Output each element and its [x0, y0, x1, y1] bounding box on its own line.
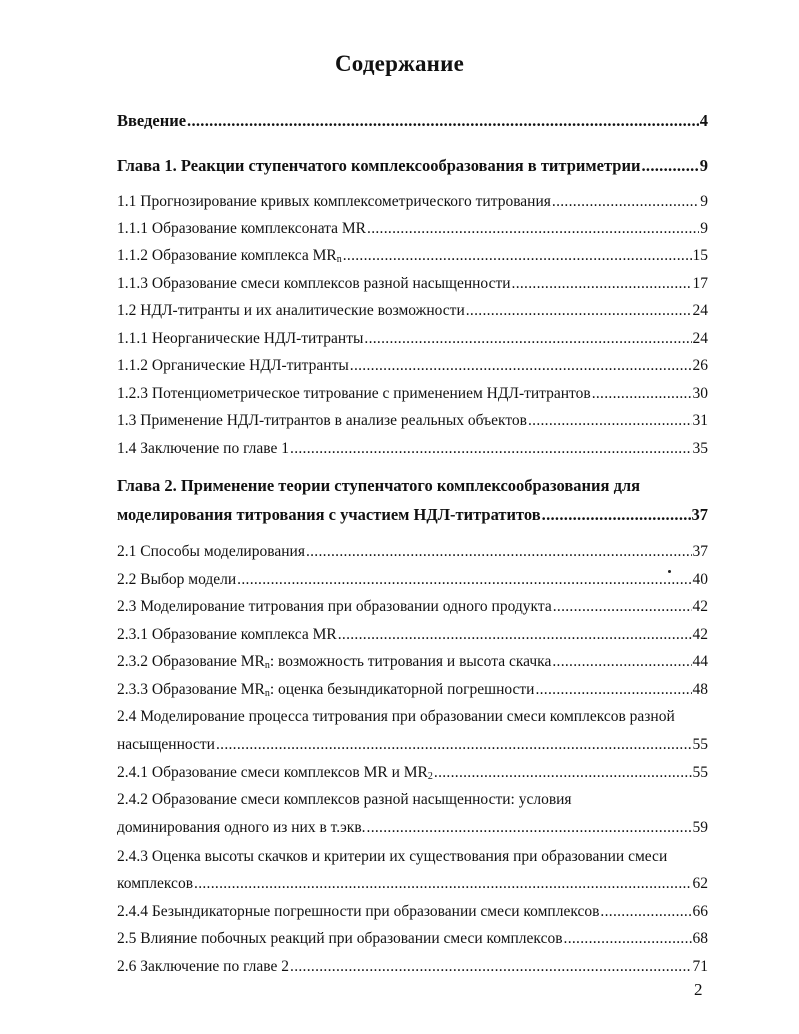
toc-page: 15 — [692, 247, 708, 264]
dot-leader — [640, 156, 698, 176]
toc-entry-1-1[interactable] — [117, 192, 708, 212]
toc-page: 26 — [692, 357, 708, 374]
toc-page: 42 — [692, 598, 708, 615]
toc-entry-2-2[interactable] — [117, 570, 708, 590]
scan-speck — [668, 570, 671, 573]
toc-entry-1-1-1[interactable] — [117, 219, 708, 239]
toc-entry-2-3-1[interactable] — [117, 625, 708, 645]
toc-entry-2-6[interactable] — [117, 957, 708, 977]
toc-page: 9 — [700, 193, 708, 210]
toc-entry-2-4-4[interactable] — [117, 902, 708, 922]
dot-leader — [193, 874, 691, 894]
toc-title: 1.3 Применение НДЛ-титрантов в анализе реальных объектов — [117, 412, 527, 429]
dot-leader — [511, 274, 692, 294]
toc-page: 24 — [692, 302, 708, 319]
toc-title: Глава 1. Реакции ступенчатого комплексообразования в титриметрии — [117, 156, 641, 175]
toc-title: 2.4.4 Безындикаторные погрешности при образовании смеси комплексов — [117, 903, 600, 920]
toc-entry-1-3[interactable] — [117, 411, 708, 431]
toc-entry-2-4-3[interactable] — [117, 874, 708, 894]
dot-leader — [366, 219, 699, 239]
dot-leader — [551, 192, 699, 212]
toc-entry-2-4[interactable] — [117, 735, 708, 755]
toc-entry-2-3-2[interactable] — [117, 652, 708, 672]
toc-title: 1.1 Прогнозирование кривых комплексометрического титрования — [117, 193, 551, 210]
toc-page: 68 — [692, 930, 708, 947]
dot-leader — [433, 763, 692, 783]
toc-page: 62 — [692, 875, 708, 892]
dot-leader — [186, 111, 699, 131]
dot-leader — [591, 384, 692, 404]
dot-leader — [534, 680, 691, 700]
toc-entry-intro[interactable] — [117, 111, 708, 131]
toc-title: 1.1.1 Образование комплексоната MR — [117, 220, 367, 237]
toc-title: 2.1 Способы моделирования — [117, 543, 305, 560]
dot-leader — [551, 652, 691, 672]
toc-title: 1.1.3 Образование смеси комплексов разной насыщенности — [117, 275, 511, 292]
toc-title: 2.3.2 Образование $MR_n$: возможность титрования и высота скачка — [117, 653, 552, 671]
dot-leader — [305, 542, 692, 562]
toc-entry-chapter-1[interactable] — [117, 156, 708, 176]
toc-title: 2.3.3 Образование $MR_n$: оценка безындикаторной погрешности — [117, 681, 535, 699]
toc-page: 30 — [692, 385, 708, 402]
toc-title: 2.6 Заключение по главе 2 — [117, 958, 290, 975]
toc-page: 31 — [692, 412, 708, 429]
toc-page: 35 — [692, 440, 708, 457]
dot-leader — [465, 301, 692, 321]
dot-leader — [289, 439, 691, 459]
toc-entry-2-4-2[interactable] — [117, 818, 708, 838]
dot-leader — [366, 818, 692, 838]
dot-leader — [349, 356, 692, 376]
toc-title: насыщенности — [117, 736, 215, 753]
dot-leader — [337, 625, 692, 645]
dot-leader — [215, 735, 692, 755]
page-title: Содержание — [335, 51, 464, 76]
toc-title: 1.1.2 Образование комплекса $MR_n$ — [117, 247, 342, 265]
toc-page: 37 — [692, 543, 708, 560]
toc-entry-1-1-2[interactable] — [117, 246, 708, 266]
toc-title: 2.3.1 Образование комплекса MR — [117, 626, 337, 643]
toc-entry-1-4[interactable] — [117, 439, 708, 459]
toc-title: комплексов — [117, 875, 194, 892]
toc-page: 55 — [692, 736, 708, 753]
toc-title: 1.1.2 Органические НДЛ-титранты — [117, 357, 349, 374]
toc-page: 24 — [692, 330, 708, 347]
toc-page: 48 — [692, 681, 708, 698]
toc-title: моделирования титрования с участием НДЛ-титратитов — [117, 505, 541, 524]
toc-title: 2.3 Моделирование титрования при образовании одного продукта — [117, 598, 552, 615]
toc-page: 17 — [692, 275, 708, 292]
toc-title: 2.2 Выбор модели — [117, 571, 237, 588]
toc-title: 1.2.3 Потенциометрическое титрование с применением НДЛ-титрантов — [117, 385, 591, 402]
toc-title: Введение — [117, 111, 187, 130]
dot-leader — [363, 329, 691, 349]
dot-leader — [527, 411, 692, 431]
toc-page: 40 — [692, 571, 708, 588]
toc-title: 1.4 Заключение по главе 1 — [117, 440, 290, 457]
toc-title: 2.4.1 Образование смеси комплексов MR и $MR_2$ — [117, 764, 433, 782]
toc-page: 59 — [692, 819, 708, 836]
dot-leader — [289, 957, 691, 977]
toc-entry-2-1[interactable] — [117, 542, 708, 562]
toc-entry-2-3[interactable] — [117, 597, 708, 617]
toc-page: 4 — [699, 111, 708, 130]
toc-page: 42 — [692, 626, 708, 643]
toc-page: 71 — [692, 958, 708, 975]
toc-entry-1-1-1b[interactable] — [117, 329, 708, 349]
toc-page: 9 — [700, 220, 708, 237]
toc-entry-1-2-3[interactable] — [117, 384, 708, 404]
toc-entry-2-3-3[interactable] — [117, 680, 708, 700]
dot-leader — [236, 570, 691, 590]
dot-leader — [342, 246, 692, 266]
toc-page: 9 — [699, 156, 708, 175]
toc-title: 2.5 Влияние побочных реакций при образовании смеси комплексов — [117, 930, 563, 947]
toc-page: 44 — [692, 653, 708, 670]
toc-entry-2-4-line-1[interactable]: 2.4 Моделирование процесса титрования при образовании смеси комплексов разной — [117, 708, 675, 725]
toc-page: 66 — [692, 903, 708, 920]
toc-entry-1-1-3[interactable] — [117, 274, 708, 294]
toc-title: доминирования одного из них в т.экв. — [117, 819, 366, 836]
dot-leader — [563, 929, 692, 949]
toc-entry-1-1-2b[interactable] — [117, 356, 708, 376]
toc-page: 55 — [692, 764, 708, 781]
toc-title: 1.1.1 Неорганические НДЛ-титранты — [117, 330, 364, 347]
toc-page: 37 — [691, 505, 708, 524]
toc-entry-2-4-2-line-1[interactable]: 2.4.2 Образование смеси комплексов разной насыщенности: условия — [117, 791, 572, 808]
toc-entry-chapter-2-line-1[interactable]: Глава 2. Применение теории ступенчатого комплексообразования для — [117, 476, 641, 495]
dot-leader — [599, 902, 691, 922]
toc-entry-chapter-2[interactable] — [117, 505, 708, 525]
dot-leader — [541, 505, 691, 525]
toc-entry-1-2[interactable] — [117, 301, 708, 321]
toc-entry-2-5[interactable] — [117, 929, 708, 949]
dot-leader — [552, 597, 692, 617]
toc-entry-2-4-3-line-1[interactable]: 2.4.3 Оценка высоты скачков и критерии их существования при образовании смеси — [117, 848, 668, 865]
toc-entry-2-4-1[interactable] — [117, 763, 708, 783]
toc-title: 1.2 НДЛ-титранты и их аналитические возможности — [117, 302, 465, 319]
page-number: 2 — [694, 980, 703, 999]
